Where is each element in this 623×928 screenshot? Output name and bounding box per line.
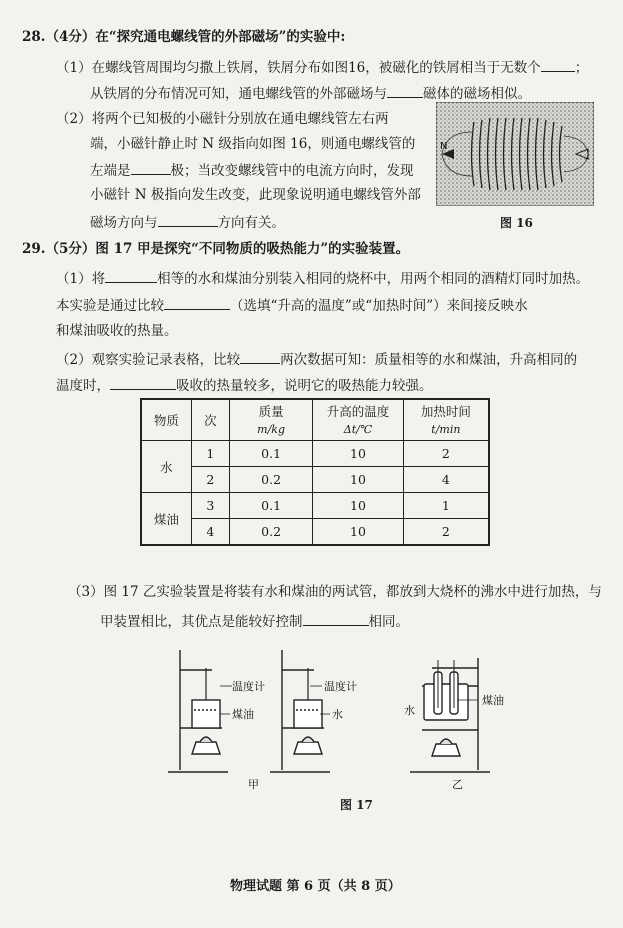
trial-cell: 1 [191,441,229,467]
q29-part1-text2: 本实验是通过比较 [56,298,164,314]
q28-part1-end: ； [574,60,589,76]
header-mass-text: 质量 [258,403,284,419]
figure-16-caption: 图 16 [500,216,533,230]
n-pole-label: N [440,141,448,152]
mass-cell: 0.2 [229,519,312,546]
temp-cell: 10 [313,441,404,467]
label-thermometer-1: 温度计 [232,680,265,693]
q29-title [22,240,409,258]
answer-blank[interactable] [541,57,575,72]
label-thermometer-2: 温度计 [324,680,357,693]
q29-part2-text: （2）观察实验记录表格，比较 [56,352,241,368]
q29-part2-line2 [56,375,433,395]
q29-part1-end: 相等的水和煤油分别装入相同的烧杯中，用两个相同的酒精灯同时加热。 [157,271,590,287]
table-row [141,519,489,546]
answer-blank[interactable] [240,349,280,364]
q29-part3-text: （3）图 17 乙实验装置是将装有水和煤油的两试管，都放到大烧杯的沸水中进行加热，与 [68,584,602,600]
q29-part2-end2: 吸收的热量较多，说明它的吸热能力较强。 [176,378,433,394]
q28-part2-line2 [90,135,415,153]
substance-cell [141,441,191,493]
q28-part2-line3 [90,160,414,180]
header-time-unit: t/min [431,422,461,436]
answer-blank[interactable] [387,83,423,98]
mass-cell: 0.2 [229,467,312,493]
apparatus-yi [410,658,490,772]
time-cell: 4 [403,467,489,493]
q28-part1-line2 [90,83,531,103]
q28-part2-text3: 左端是 [90,163,131,179]
header-trial [191,399,229,441]
time-cell: 2 [403,441,489,467]
label-water-3: 水 [404,704,415,717]
figure-17-caption: 图 17 [340,798,373,812]
time-cell: 2 [403,519,489,546]
apparatus-jia [168,650,232,772]
q29-part2-line1 [56,349,577,369]
q28-part2-line5 [90,212,285,232]
q29-part3-end: 相同。 [368,614,409,630]
q29-part1-line2 [56,295,528,315]
q28-part2-line4 [90,186,421,204]
header-mass-unit: m/kg [257,422,285,436]
mass-cell: 0.1 [229,441,312,467]
temp-cell: 10 [313,467,404,493]
header-temp-text: 升高的温度 [326,403,390,419]
trial-cell: 3 [191,493,229,519]
header-temp [313,399,404,441]
mass-cell: 0.1 [229,493,312,519]
trial-cell: 2 [191,467,229,493]
label-kerosene-1: 煤油 [232,708,254,721]
q28-part2-text: （2）将两个已知极的小磁针分别放在通电螺线管左右两 [56,111,389,127]
answer-blank[interactable] [164,295,230,310]
apparatus-figure [160,648,520,790]
header-time [403,399,489,441]
q28-part1-line1 [56,57,588,77]
header-trial-text: 次 [204,412,217,428]
header-substance-text: 物质 [153,412,179,428]
answer-blank[interactable] [303,611,369,626]
header-substance [141,399,191,441]
apparatus-second [270,650,330,772]
label-jia: 甲 [248,778,259,790]
header-mass [229,399,312,441]
page-footer: 物理试题 第 6 页（共 8 页） [230,879,401,894]
q29-part2-text2: 温度时， [56,378,110,394]
answer-blank[interactable] [158,212,218,227]
header-temp-unit: Δt/℃ [343,422,373,436]
temp-cell: 10 [313,519,404,546]
answer-blank[interactable] [105,268,157,283]
q28-part2-text2: 端，小磁针静止时 N 级指向如图 16，则通电螺线管的 [90,136,416,152]
trial-cell: 4 [191,519,229,546]
q29-part3-line2 [100,611,409,631]
q29-part1-text3: 和煤油吸收的热量。 [56,323,178,339]
answer-blank[interactable] [131,160,171,175]
q28-title-text: 28.（4分）在“探究通电螺线管的外部磁场”的实验中: [22,29,346,45]
label-yi: 乙 [452,778,463,790]
q29-part1-line1 [56,268,589,288]
q29-part3-line1 [68,583,602,601]
q28-title [22,28,345,46]
time-cell: 1 [403,493,489,519]
table-row [141,467,489,493]
q29-part2-end: 两次数据可知：质量相等的水和煤油，升高相同的 [280,352,578,368]
q28-part2-line1 [56,110,389,128]
filings-background [436,102,594,206]
substance-cell [141,493,191,546]
answer-blank[interactable] [110,375,176,390]
substance-kerosene: 煤油 [153,511,179,527]
q29-part1-line3 [56,322,178,340]
solenoid-figure [436,102,594,206]
q28-part2-end3: 极；当改变螺线管中的电流方向时，发现 [170,163,414,179]
q28-part2-text5: 磁场方向与 [90,215,158,231]
temp-cell: 10 [313,493,404,519]
table-header-row [141,399,489,441]
header-time-text: 加热时间 [420,403,471,419]
q28-part1-text2: 从铁屑的分布情况可知，通电螺线管的外部磁场与 [90,86,387,102]
table-row [141,441,489,467]
q29-part3-text2: 甲装置相比，其优点是能较好控制 [100,614,303,630]
q28-part2-text4: 小磁针 N 极指向发生改变，此现象说明通电螺线管外部 [90,187,421,203]
experiment-record-table [140,398,490,546]
q29-part1-text: （1）将 [56,271,106,287]
label-kerosene-3: 煤油 [482,694,504,707]
substance-water: 水 [160,459,173,475]
table-row [141,493,489,519]
q28-part1-text: （1）在螺线管周围均匀撒上铁屑，铁屑分布如图16，被磁化的铁屑相当于无数个 [56,60,541,76]
label-water-2: 水 [332,708,343,721]
q28-part1-end2: 磁体的磁场相似。 [423,86,531,102]
q28-part2-end5: 方向有关。 [217,215,285,231]
q29-part1-end2: （选填“升高的温度”或“加热时间”）来间接反映水 [230,298,528,314]
q29-title-text: 29.（5分）图 17 甲是探究“不同物质的吸热能力”的实验装置。 [22,241,410,257]
